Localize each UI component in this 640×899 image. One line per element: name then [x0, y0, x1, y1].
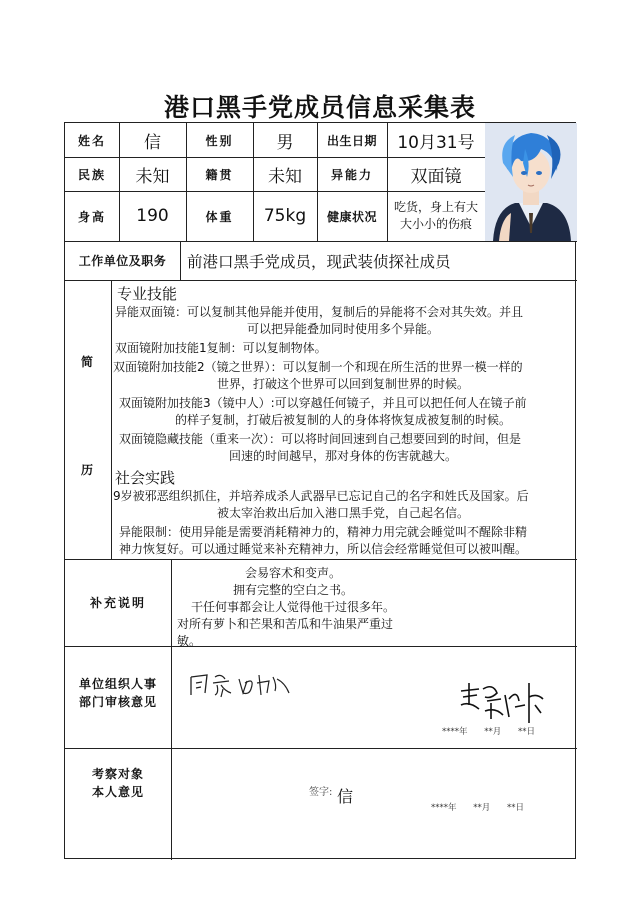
skills-heading: 专业技能 — [117, 285, 178, 303]
social-line-2: 被太宰治救出后加入港口黑手党，自己起名信。 — [216, 506, 469, 520]
self-date-year-unit: 年 — [448, 803, 457, 813]
self-date-day-unit: 日 — [515, 803, 524, 813]
supplement-content — [173, 565, 413, 650]
handwritten-approval-opinion — [185, 669, 295, 701]
birth-value: 10月31号 — [397, 132, 475, 153]
ethnicity-value: 未知 — [135, 166, 170, 187]
resume-label-2: 历 — [80, 462, 95, 477]
gender-label: 性别 — [205, 133, 234, 148]
skills-line-1: 异能双面镜：可以复制其他异能并使用，复制后的异能将不会对其失效。并且 — [115, 305, 524, 319]
hr-review-label-2: 部门审核意见 — [78, 695, 157, 709]
skills-line-5: 世界，打破这个世界可以回到复制世界的时候。 — [216, 377, 469, 391]
self-review-label — [65, 763, 171, 803]
hr-date-month: ** — [484, 727, 493, 737]
weight-value: 75kg — [263, 206, 307, 226]
info-form — [64, 122, 576, 859]
height-value: 190 — [136, 206, 169, 226]
height-label: 身高 — [77, 209, 106, 224]
health-label: 健康状况 — [326, 209, 377, 224]
hr-date-day-unit: 日 — [526, 727, 535, 737]
skills-line-8: 双面镜隐藏技能（重来一次）：可以将时间回速到自己想要回到的时间，但是 — [119, 432, 522, 446]
resume-label-1: 简 — [80, 354, 95, 369]
ability-value: 双面镜 — [410, 166, 462, 187]
ability-label: 异能力 — [330, 167, 373, 182]
origin-label: 籍贯 — [205, 167, 234, 182]
skills-line-3: 双面镜附加技能1复制：可以复制物体。 — [115, 341, 327, 355]
self-review-label-2: 本人意见 — [91, 785, 144, 799]
skills-line-7: 的样子复制，打破后被复制的人的身体将恢复成被复制的时候。 — [174, 413, 511, 427]
skills-line-2: 可以把异能叠加同时使用多个异能。 — [246, 322, 439, 336]
form-title: 港口黑手党成员信息采集表 — [163, 93, 476, 122]
social-line-3: 异能限制：使用异能是需要消耗精神力的，精神力用完就会睡觉叫不醒除非精 — [119, 525, 528, 539]
self-review-label-1: 考察对象 — [91, 767, 144, 781]
self-date-month-unit: 月 — [481, 803, 491, 813]
weight-label: 体重 — [205, 209, 234, 224]
self-signature-value: 信 — [337, 787, 354, 806]
hr-date-day: ** — [517, 727, 527, 737]
work-label: 工作单位及职务 — [78, 254, 167, 268]
hr-review-label-1: 单位组织人事 — [78, 677, 157, 691]
birth-label: 出生日期 — [326, 133, 377, 148]
supplement-line-2: 拥有完整的空白之书。 — [232, 583, 353, 597]
signature-label: 签字: — [309, 787, 333, 798]
self-review-date — [431, 801, 524, 813]
self-date-month: ** — [473, 803, 482, 813]
social-heading: 社会实践 — [115, 469, 176, 487]
anime-character-portrait — [485, 123, 577, 241]
self-date-year: **** — [431, 803, 448, 813]
portrait-photo — [485, 123, 577, 241]
work-value: 前港口黑手党成员，现武装侦探社成员 — [187, 252, 451, 271]
supplement-line-1: 会易容术和变声。 — [244, 566, 341, 580]
origin-value: 未知 — [268, 166, 302, 187]
social-line-1: 9岁被邪恶组织抓住，并培养成杀人武器早已忘记自己的名字和姓氏及国家。后 — [113, 489, 529, 503]
ethnicity-label: 民族 — [77, 167, 106, 182]
resume-content — [113, 284, 573, 558]
hr-date-year-unit: 年 — [459, 727, 468, 737]
skills-line-4: 双面镜附加技能2（镜之世界）：可以复制一个和现在所生活的世界一模一样的 — [113, 360, 523, 374]
skills-line-6: 双面镜附加技能3（镜中人）:可以穿越任何镜子，并且可以把任何人在镜子前 — [119, 396, 527, 410]
hr-review-date — [442, 725, 535, 737]
hr-date-month-unit: 月 — [492, 727, 502, 737]
name-label: 姓名 — [77, 133, 106, 148]
skills-line-9: 回速的时间越早，那对身体的伤害就越大。 — [228, 449, 457, 463]
hr-review-label — [65, 668, 171, 718]
supplement-line-4: 对所有萝卜和芒果和苦瓜和牛油果严重过敏。 — [177, 617, 394, 648]
self-date-day: ** — [506, 803, 516, 813]
supplement-line-3: 干任何事都会让人觉得他干过很多年。 — [190, 600, 395, 614]
supplement-label: 补充说明 — [89, 596, 146, 610]
social-line-4: 神力恢复好。可以通过睡觉来补充精神力，所以信会经常睡觉但可以被叫醒。 — [119, 542, 528, 556]
handwritten-signature-mori — [457, 679, 549, 725]
name-value: 信 — [144, 132, 161, 153]
health-value: 吃货，身上有大大小小的伤痕 — [393, 200, 478, 231]
hr-date-year: **** — [442, 727, 459, 737]
gender-value: 男 — [276, 132, 294, 153]
